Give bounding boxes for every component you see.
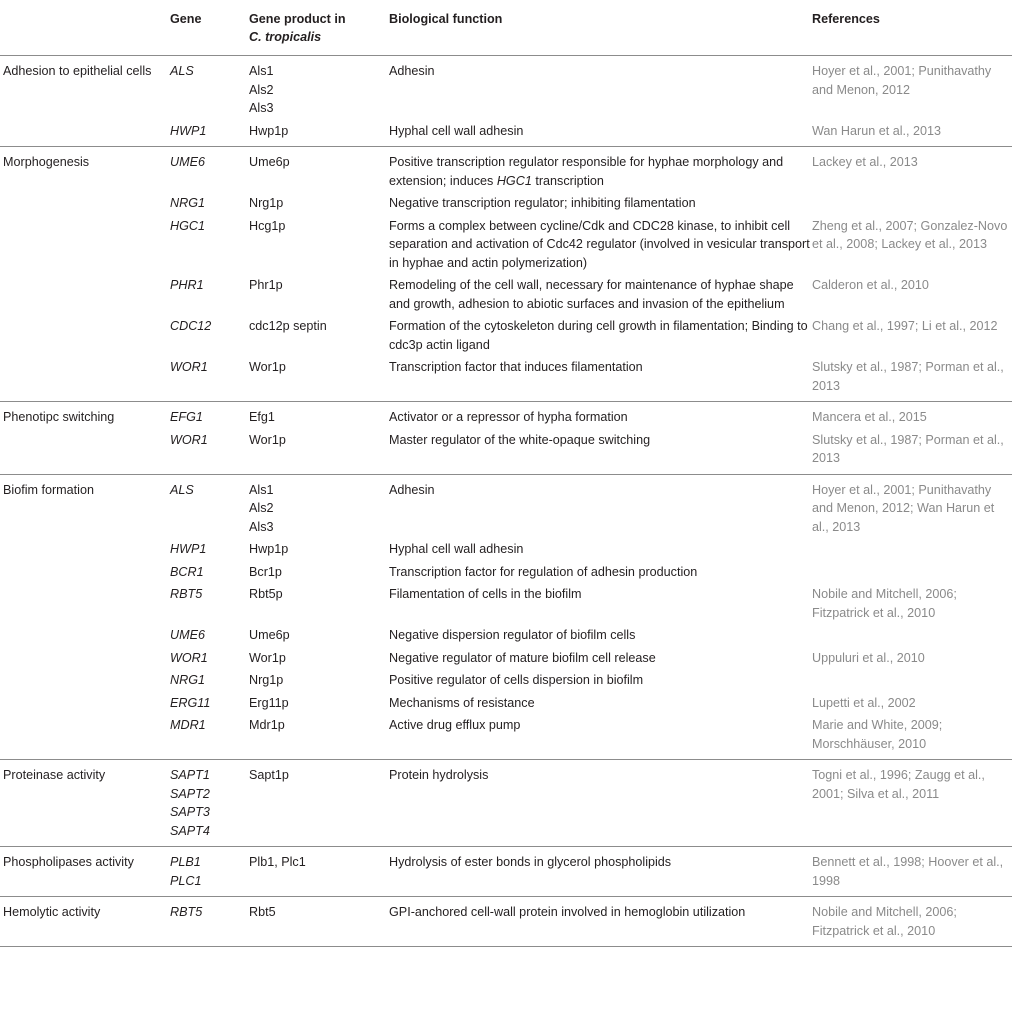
cell-references: Uppuluri et al., 2010 <box>812 650 925 665</box>
gene-name: CDC12 <box>170 319 212 333</box>
cell-gene-product <box>249 119 389 147</box>
cell-biological-function: Forms a complex between cycline/Cdk and CDC28 kinase, to inhibit cell separation and activation of Cdc42 regulator (involved in vesicular transport in hyphae and actin polymerization) <box>389 218 810 270</box>
cell-gene-product <box>249 314 389 355</box>
header-gene-product-line1: Gene product in <box>249 12 346 26</box>
cell-gene <box>170 214 249 274</box>
cell-gene-product <box>249 56 389 119</box>
cell-category <box>0 623 170 646</box>
cell-gene-product <box>249 402 389 428</box>
gene-name: SAPT2 <box>170 786 210 801</box>
header-gene-product-line2: C. tropicalis <box>249 30 322 44</box>
gene-product-name: Rbt5 <box>249 905 276 919</box>
gene-name: NRG1 <box>170 673 205 687</box>
cell-gene <box>170 847 249 897</box>
cell-gene <box>170 402 249 428</box>
cell-category <box>0 646 170 669</box>
cell-references: Chang et al., 1997; Li et al., 2012 <box>812 319 998 333</box>
table-row <box>0 428 1012 475</box>
cell-gene-product <box>249 273 389 314</box>
gene-name: UME6 <box>170 628 205 642</box>
cell-gene-product <box>249 760 389 847</box>
cell-references <box>812 560 1012 583</box>
table-row <box>0 214 1012 274</box>
gene-name: WOR1 <box>170 650 208 665</box>
cell-biological-function: Transcription factor that induces filamentation <box>389 355 812 402</box>
table-header-row <box>0 0 1012 56</box>
cell-references: Togni et al., 1996; Zaugg et al., 2001; Silva et al., 2011 <box>812 760 1012 847</box>
cell-gene <box>170 691 249 714</box>
gene-name: HGC1 <box>170 218 205 233</box>
gene-product-name: Nrg1p <box>249 673 284 687</box>
cell-biological-function: Active drug efflux pump <box>389 713 812 760</box>
cell-biological-function: Negative dispersion regulator of biofilm cells <box>389 628 636 642</box>
cell-references <box>812 668 1012 691</box>
cell-biological-function: Hydrolysis of ester bonds in glycerol phospholipids <box>389 847 812 897</box>
cell-references: Wan Harun et al., 2013 <box>812 119 1012 147</box>
cell-gene-product <box>249 147 389 192</box>
gene-name: PLB1 <box>170 855 201 869</box>
cell-gene <box>170 623 249 646</box>
cell-gene-product <box>249 191 389 214</box>
cell-category <box>0 560 170 583</box>
table-row <box>0 56 1012 119</box>
cell-references: Nobile and Mitchell, 2006; Fitzpatrick et al., 2010 <box>812 587 957 620</box>
table-row <box>0 897 1012 947</box>
cell-category <box>0 428 170 475</box>
cell-gene <box>170 314 249 355</box>
cell-references: Marie and White, 2009; Morschhäuser, 2010 <box>812 713 1012 760</box>
gene-product-name: Hwp1p <box>249 123 289 138</box>
cell-gene <box>170 355 249 402</box>
gene-name: HWP1 <box>170 542 207 556</box>
gene-name: UME6 <box>170 155 205 169</box>
cell-gene-product <box>249 691 389 714</box>
cell-category: Hemolytic activity <box>0 897 170 947</box>
cell-biological-function: Adhesin <box>389 64 435 78</box>
gene-name: SAPT3 <box>170 805 210 819</box>
cell-gene <box>170 147 249 192</box>
gene-product-name: Ume6p <box>249 628 290 642</box>
gene-product-name: Efg1 <box>249 410 275 424</box>
cell-gene <box>170 646 249 669</box>
cell-gene-product <box>249 474 389 537</box>
gene-product-name: Wor1p <box>249 360 286 374</box>
cell-biological-function: Negative transcription regulator; inhibiting filamentation <box>389 196 696 210</box>
table-row <box>0 402 1012 428</box>
gene-product-name: Plb1, Plc1 <box>249 855 306 869</box>
cell-references: Lupetti et al., 2002 <box>812 695 916 710</box>
gene-name: EFG1 <box>170 410 203 424</box>
table-row <box>0 355 1012 402</box>
gene-product-name: Ume6p <box>249 155 290 169</box>
table-row <box>0 646 1012 669</box>
gene-product-name: Wor1p <box>249 650 286 665</box>
table-row <box>0 847 1012 897</box>
gene-name: ALS <box>170 64 194 78</box>
cell-category <box>0 713 170 760</box>
cell-category <box>0 191 170 214</box>
cell-category <box>0 355 170 402</box>
cell-category: Proteinase activity <box>0 760 170 847</box>
gene-product-name: Nrg1p <box>249 196 284 210</box>
cell-biological-function: Transcription factor for regulation of adhesin production <box>389 564 698 579</box>
cell-references <box>812 623 1012 646</box>
header-gene-product <box>249 0 389 56</box>
gene-product-name: Als2 <box>249 82 274 97</box>
header-biological-function: Biological function <box>389 0 812 56</box>
cell-biological-function: Formation of the cytoskeleton during cell growth in filamentation; Binding to cdc3p actin ligand <box>389 319 808 352</box>
cell-references <box>812 537 1012 560</box>
gene-product-name: cdc12p septin <box>249 319 327 333</box>
gene-name: ERG11 <box>170 695 211 710</box>
header-category <box>0 0 170 56</box>
cell-category <box>0 214 170 274</box>
table-row <box>0 314 1012 355</box>
gene-product-name: Phr1p <box>249 278 283 292</box>
cell-category <box>0 273 170 314</box>
cell-category: Biofim formation <box>3 482 94 497</box>
cell-gene <box>170 56 249 119</box>
cell-category <box>0 314 170 355</box>
gene-product-name: Mdr1p <box>249 718 285 732</box>
gene-product-name: Als3 <box>249 519 274 534</box>
table-row <box>0 691 1012 714</box>
table-row <box>0 191 1012 214</box>
gene-name: PLC1 <box>170 873 202 888</box>
cell-gene-product <box>249 537 389 560</box>
cell-gene <box>170 760 249 847</box>
cell-references: Calderon et al., 2010 <box>812 278 929 292</box>
gene-product-name: Wor1p <box>249 432 286 447</box>
header-gene: Gene <box>170 0 249 56</box>
gene-product-name: Als1 <box>249 64 274 78</box>
cell-references: Hoyer et al., 2001; Punithavathy and Menon, 2012 <box>812 64 992 97</box>
cell-category: Adhesion to epithelial cells <box>3 64 152 78</box>
gene-product-name: Erg11p <box>249 695 289 710</box>
gene-name: MDR1 <box>170 718 206 732</box>
gene-name: WOR1 <box>170 360 208 374</box>
cell-gene-product <box>249 713 389 760</box>
cell-gene-product <box>249 897 389 947</box>
gene-product-name: Als2 <box>249 501 274 515</box>
cell-references: Lackey et al., 2013 <box>812 155 918 169</box>
gene-product-name: Rbt5p <box>249 587 283 601</box>
table-row <box>0 623 1012 646</box>
cell-gene <box>170 537 249 560</box>
cell-category <box>0 582 170 623</box>
cell-biological-function: Negative regulator of mature biofilm cell release <box>389 650 656 665</box>
cell-biological-function: Protein hydrolysis <box>389 760 812 847</box>
cell-gene <box>170 273 249 314</box>
gene-name: PHR1 <box>170 278 204 292</box>
cell-biological-function: Master regulator of the white-opaque switching <box>389 428 812 475</box>
cell-gene-product <box>249 668 389 691</box>
cell-biological-function: Positive transcription regulator responsible for hyphae morphology and extension; induces HGC1 transcription <box>389 155 784 188</box>
cell-category <box>0 119 170 147</box>
cell-category: Morphogenesis <box>3 155 90 169</box>
cell-gene <box>170 582 249 623</box>
cell-biological-function: Hyphal cell wall adhesin <box>389 119 812 147</box>
gene-product-name: Hwp1p <box>249 542 289 556</box>
gene-name: RBT5 <box>170 587 203 601</box>
gene-product-name: Sapt1p <box>249 768 289 782</box>
cell-gene-product <box>249 847 389 897</box>
table-row <box>0 119 1012 147</box>
gene-name: SAPT1 <box>170 768 210 782</box>
cell-gene <box>170 713 249 760</box>
cell-gene <box>170 191 249 214</box>
cell-references: Hoyer et al., 2001; Punithavathy and Menon, 2012; Wan Harun et al., 2013 <box>812 482 995 534</box>
cell-category <box>0 668 170 691</box>
cell-references: Slutsky et al., 1987; Porman et al., 2013 <box>812 355 1012 402</box>
gene-product-name: Bcr1p <box>249 564 282 579</box>
table-body <box>0 56 1012 947</box>
cell-biological-function: Hyphal cell wall adhesin <box>389 542 524 556</box>
cell-biological-function: Positive regulator of cells dispersion in biofilm <box>389 673 644 687</box>
table-row <box>0 582 1012 623</box>
gene-name: WOR1 <box>170 432 208 447</box>
gene-product-name: Hcg1p <box>249 218 286 233</box>
cell-gene-product <box>249 428 389 475</box>
cell-category <box>0 537 170 560</box>
cell-references: Mancera et al., 2015 <box>812 410 927 424</box>
cell-gene-product <box>249 582 389 623</box>
cell-category <box>0 691 170 714</box>
gene-name: SAPT4 <box>170 823 210 838</box>
cell-biological-function: Activator or a repressor of hypha formation <box>389 410 628 424</box>
table-row <box>0 537 1012 560</box>
cell-biological-function: GPI-anchored cell-wall protein involved in hemoglobin utilization <box>389 897 812 947</box>
gene-name: ALS <box>170 482 194 497</box>
inline-gene-name: HGC1 <box>496 173 532 188</box>
cell-gene <box>170 897 249 947</box>
cell-references: Bennett et al., 1998; Hoover et al., 1998 <box>812 847 1012 897</box>
gene-name: NRG1 <box>170 196 205 210</box>
cell-gene-product <box>249 355 389 402</box>
gene-product-name: Als3 <box>249 101 274 115</box>
cell-biological-function: Adhesin <box>389 482 435 497</box>
table-row <box>0 273 1012 314</box>
cell-biological-function: Mechanisms of resistance <box>389 695 535 710</box>
cell-gene-product <box>249 560 389 583</box>
cell-gene-product <box>249 214 389 274</box>
gene-name: BCR1 <box>170 564 204 579</box>
cell-references: Nobile and Mitchell, 2006; Fitzpatrick et al., 2010 <box>812 897 1012 947</box>
header-references: References <box>812 0 1012 56</box>
gene-name: RBT5 <box>170 905 203 919</box>
cell-references: Zheng et al., 2007; Gonzalez-Novo et al., 2008; Lackey et al., 2013 <box>812 218 1008 251</box>
cell-gene-product <box>249 623 389 646</box>
table-row <box>0 668 1012 691</box>
table-row <box>0 713 1012 760</box>
table-row <box>0 147 1012 192</box>
cell-gene <box>170 668 249 691</box>
cell-gene <box>170 119 249 147</box>
cell-gene <box>170 560 249 583</box>
table-row <box>0 560 1012 583</box>
cell-gene-product <box>249 646 389 669</box>
cell-gene <box>170 428 249 475</box>
cell-category: Phospholipases activity <box>0 847 170 897</box>
gene-product-name: Als1 <box>249 482 274 497</box>
cell-gene <box>170 474 249 537</box>
cell-biological-function: Filamentation of cells in the biofilm <box>389 587 582 601</box>
gene-name: HWP1 <box>170 123 207 138</box>
cell-category: Phenotipc switching <box>3 410 115 424</box>
cell-references <box>812 191 1012 214</box>
table-row <box>0 474 1012 537</box>
cell-biological-function: Remodeling of the cell wall, necessary for maintenance of hyphae shape and growth, adhesion to abiotic surfaces and invasion of the epithelium <box>389 278 794 311</box>
cell-references: Slutsky et al., 1987; Porman et al., 2013 <box>812 428 1012 475</box>
table-row <box>0 760 1012 847</box>
